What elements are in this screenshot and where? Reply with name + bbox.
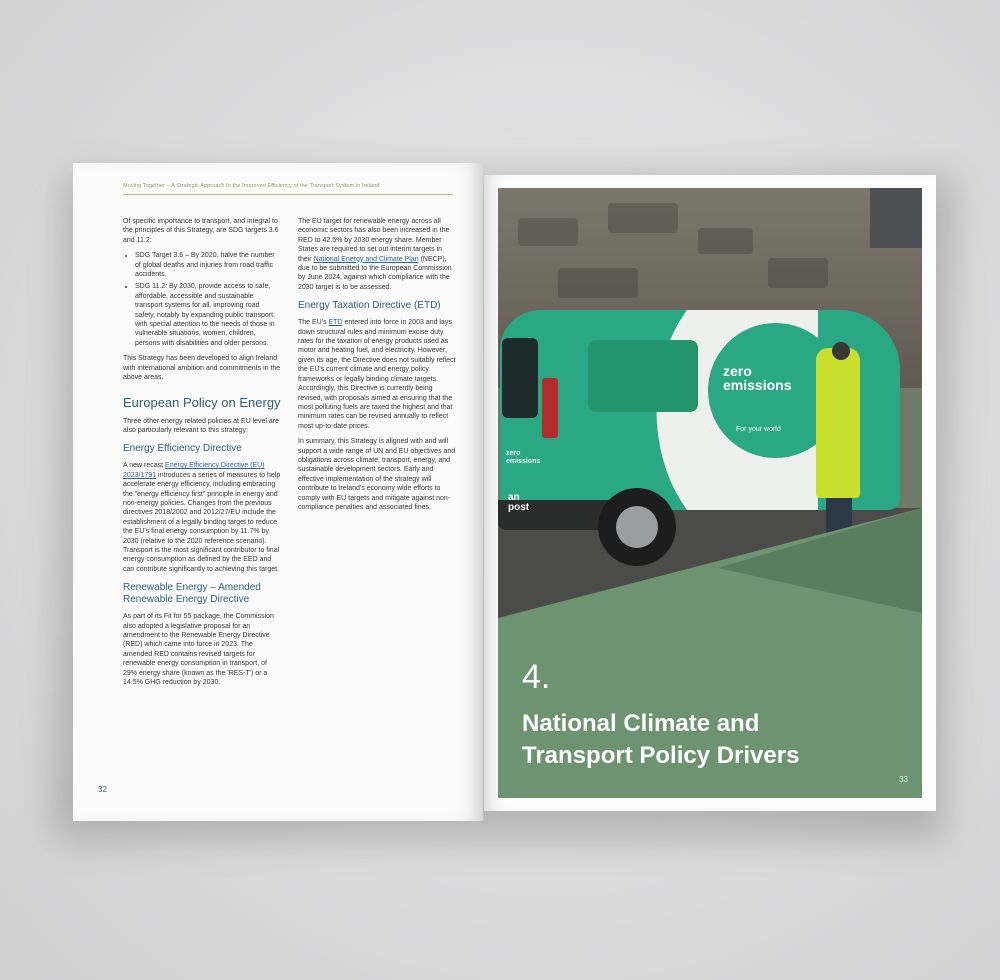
list-item: • SDG Target 3.6 – By 2020, halve the number of global deaths and injuries from road traffic accidents. [135,251,281,279]
list-item: • SDG 11.2: By 2030, provide access to safe, affordable, accessible and sustainable transport systems for all, improving road safety, notably by expanding public transport, with special attention to the needs of those in vulnerable situations, women, children, persons with disabilities and older persons. [135,282,281,348]
etd-link[interactable]: ETD [328,319,343,327]
etd-text-pre: The EU's [298,319,329,327]
heading-renewable-energy: Renewable Energy – Amended Renewable Energy Directive [123,582,261,606]
van-photo [498,188,922,798]
summary-paragraph: In summary, this Strategy is aligned with and will support a wide range of UN and EU objectives and obligations across climate, transport, energy, and sustainable development sectors. Early and effective implementation of the strategy will contribute to Ireland's economy wide efforts to comply with EU targets and mitigate against non-compliance penalties and associated fines. [298,438,456,511]
etd-text-post: entered into force in 2003 and lays down structural rules and minimum excise duty rates for the taxation of energy products used as motor and heating fuel, and electricity. However, given its age, the Directive does not suitably reflect the EU's current climate and energy policy frameworks or legally binding climate targets. Accordingly, this Directive is currently being revised, with proposals aimed at ensuring that the most polluting fuels are taxed the highest and that minimum rates can be revised annually to reflect most up-to-date prices. [298,319,456,430]
van-tagline: For your world [736,426,781,433]
chapter-title [522,708,902,772]
eed-text-pre: A new recast [123,462,166,470]
right-column [298,217,456,518]
heading-energy-efficiency: Energy Efficiency Directive [123,443,242,455]
left-page [73,163,483,821]
sdg-bullet-list [123,251,281,348]
page-number-left: 32 [98,785,107,794]
an-post-line: post [508,502,530,513]
renewable-target-paragraph [298,217,456,292]
van-logo-line: zero [723,363,752,379]
intro-paragraph: Of specific importance to transport, and integral to the principles of this Strategy, are SDG targets 3.6 and 11.2: [123,218,279,244]
worker-hi-vis-jacket [816,348,860,498]
eu-policies-paragraph: Three other energy related policies at EU level are also particularly relevant to this strategy: [123,417,280,434]
necp-text-post: (NECP), due to be submitted to the European Commission by June 2024, against which compliance with the 2030 target is to be assessed. [298,255,452,291]
slate-roof [870,188,922,248]
heading-energy-taxation: Energy Taxation Directive (ETD) [298,300,441,312]
red-paragraph: As part of its Fit for 55 package, the Commission also adopted a legislative proposal for an amendment to the Renewable Energy Directive (RED) which came into force in 2023. The amended RED contains revised targets for renewable energy consumption in transport, of 29% energy share (known as the 'RES-T') or a 14.5% GHG reduction by 2030. [123,613,274,687]
left-column [123,217,281,693]
page-number-right: 33 [899,775,908,784]
necp-link[interactable]: National Energy and Climate Plan [313,255,419,263]
eed-paragraph [123,461,281,574]
chapter-title-line: Transport Policy Drivers [522,742,800,769]
stone [558,268,638,298]
van-taillight [542,378,558,438]
stone [608,203,678,233]
stone [698,228,753,254]
van-side-line: emissions [506,458,541,465]
stone [768,258,828,288]
van-rear-window [502,338,538,418]
worker-head [832,342,850,360]
van-logo-line: emissions [723,377,792,393]
chapter-title-line: National Climate and [522,710,760,737]
an-post-line: an [508,492,520,503]
eed-text-post: introduces a series of measures to help accelerate energy efficiency, including embracing the "energy efficiency first" principle in energy and non-energy policies. Changes from the previous directives 2018/2002 and 2012/27/EU include the establishment of a legally binding target to reduce the EU's final energy consumption by 11.7% by 2030 (relative to the 2020 reference scenario). Transport is the most significant contributor to final energy consumption as defined by the EED and can contribute significantly to achieving this target. [123,471,281,573]
alignment-paragraph: This Strategy has been developed to align Ireland with international ambition and commitments in the above areas. [123,355,281,382]
heading-european-policy: European Policy on Energy [123,394,281,410]
an-post-logo [508,493,529,513]
running-header: Moving Together – A Strategic Approach to the Improved Efficiency of the Transport System in Ireland [123,183,453,195]
van-side-window [588,340,698,412]
eed-link[interactable]: Energy Efficiency Directive (EU) 2023/1791 [123,462,265,479]
van-side-logo [506,450,540,466]
van-logo-text [723,364,791,392]
chapter-number: 4. [522,658,551,696]
right-page [484,175,936,811]
van-side-line: zero [506,450,521,457]
van-wheel-hub [616,506,658,548]
stone [518,218,578,246]
necp-text-pre: The EU target for renewable energy across all economic sectors has also been increased in the RED to 42.5% by 2030 energy share. Member States are required to set out interim targets in their [298,218,450,263]
etd-paragraph [298,318,456,431]
